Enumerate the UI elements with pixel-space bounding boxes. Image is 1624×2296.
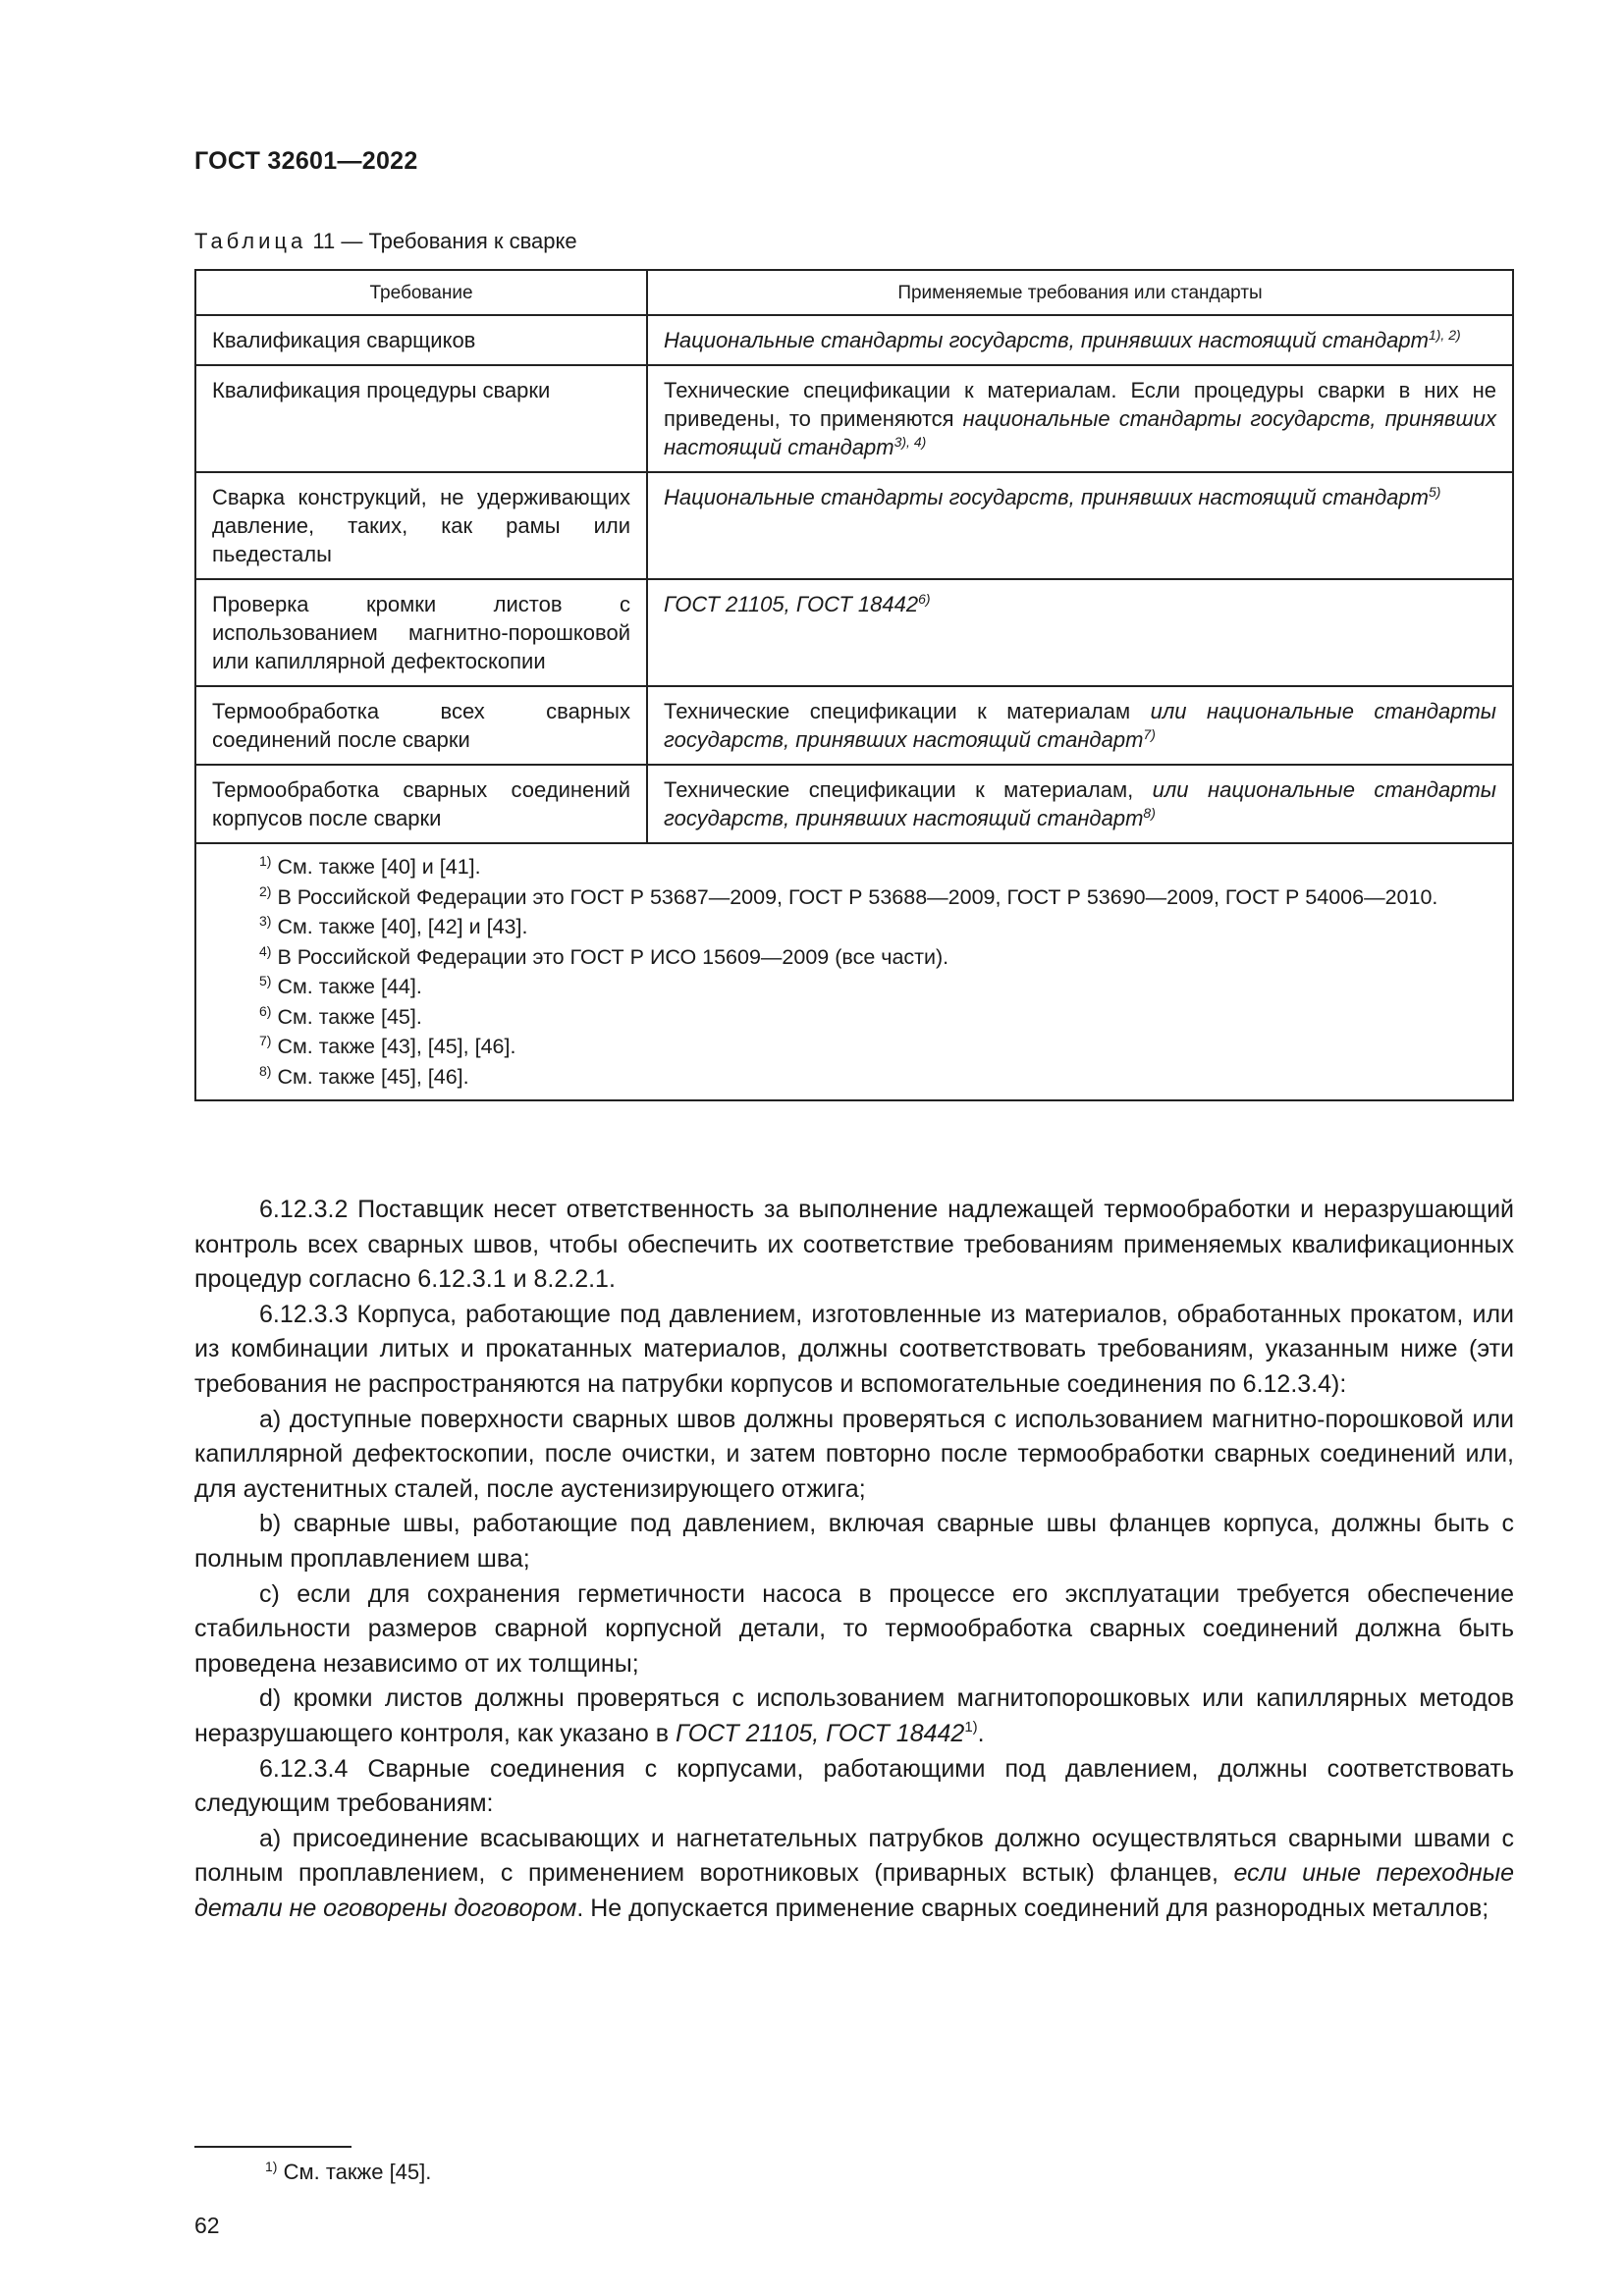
paragraph-text: d) кромки листов должны проверяться с использованием магнитопорошковых или капиллярных методов неразрушающего контроля, как указано в (194, 1684, 1514, 1747)
table-note (212, 882, 1494, 913)
document-code-header: ГОСТ 32601—2022 (194, 147, 418, 175)
table-row (195, 315, 1513, 365)
table-notes-cell (195, 843, 1513, 1100)
note-mark: 6) (259, 1002, 272, 1019)
table-note (212, 1032, 1494, 1062)
paragraph-text: a) присоединение всасывающих и нагнетательных патрубков должно осуществляться сварными швами с полным проплавлением, с применением воротниковых (приварных встык) фланцев, (194, 1824, 1514, 1888)
paragraph (194, 1682, 1514, 1751)
page-number: 62 (194, 2213, 220, 2238)
table-row (195, 765, 1513, 843)
footnote-text: См. также [45]. (283, 2160, 432, 2184)
note-text: См. также [44]. (277, 975, 422, 998)
note-text: См. также [40] и [41]. (277, 855, 481, 879)
standard-text: Технические спецификации к материалам. Если процедуры сварки в них не приведены, то применяются (664, 378, 1496, 431)
standard-italic-text: Национальные стандарты государств, принявших настоящий стандарт (664, 485, 1429, 509)
standard-text: Технические спецификации к материалам, (664, 777, 1153, 802)
standard-cell (647, 315, 1513, 365)
table-caption-title: 11 — Требования к сварке (312, 229, 577, 253)
footnote-divider (194, 2146, 352, 2148)
footnote-ref: 5) (1428, 484, 1441, 500)
footnote-mark: 1) (265, 2159, 278, 2174)
column-header-standards: Применяемые требования или стандарты (647, 270, 1513, 315)
standard-cell (647, 686, 1513, 765)
welding-requirements-table (194, 269, 1514, 1101)
note-text: См. также [40], [42] и [43]. (277, 915, 528, 938)
footnote-ref: 8) (1143, 805, 1156, 821)
paragraph (194, 1822, 1514, 1927)
body-text (194, 1193, 1514, 1926)
note-text: См. также [45]. (277, 1004, 422, 1029)
page-footnote (265, 2160, 431, 2185)
paragraph-italic-text: ГОСТ 21105, ГОСТ 18442 (675, 1719, 965, 1747)
footnote-ref: 3), 4) (893, 434, 927, 450)
note-text: В Российской Федерации это ГОСТ Р 53687—2009, ГОСТ Р 53688—2009, ГОСТ Р 53690—2009, ГОСТ Р 54006—2010. (277, 884, 1438, 909)
paragraph: b) сварные швы, работающие под давлением, включая сварные швы фланцев корпуса, должны быть с полным проплавлением шва; (194, 1510, 1514, 1573)
note-mark: 7) (259, 1033, 272, 1048)
note-text: В Российской Федерации это ГОСТ Р ИСО 15609—2009 (все части). (277, 944, 949, 969)
table-note (212, 1062, 1494, 1093)
note-mark: 4) (259, 942, 272, 959)
table-note (212, 1002, 1494, 1033)
requirement-cell: Квалификация процедуры сварки (195, 365, 647, 472)
standard-italic-text: или национальные стандарты государств, принявших настоящий стандарт (664, 699, 1496, 752)
column-header-requirement: Требование (195, 270, 647, 315)
standard-cell (647, 365, 1513, 472)
standard-cell (647, 472, 1513, 579)
paragraph: 6.12.3.3 Корпуса, работающие под давлением, изготовленные из материалов, обработанных прокатом, или из комбинации литых и прокатанных материалов, должны соответствовать требованиям, указанным ниже (эти требования не распространяются на патрубки корпусов и вспомогательные соединения по 6.12.3.4): (194, 1300, 1514, 1398)
table-note (212, 942, 1494, 973)
standard-italic-text: ГОСТ 21105, ГОСТ 18442 (664, 592, 919, 616)
requirement-cell: Термообработка всех сварных соединений после сварки (195, 686, 647, 765)
table-notes-row (195, 843, 1513, 1100)
footnote-ref: 1) (964, 1718, 978, 1735)
requirement-cell: Сварка конструкций, не удерживающих давление, таких, как рамы или пьедесталы (195, 472, 647, 579)
table-row (195, 472, 1513, 579)
standard-italic-text: национальные стандарты государств, принявших настоящий стандарт (664, 406, 1496, 459)
table-caption (194, 229, 577, 254)
standard-italic-text: или национальные стандарты государств, принявших настоящий стандарт (664, 777, 1496, 830)
table-row (195, 579, 1513, 686)
standard-cell (647, 579, 1513, 686)
requirement-cell: Квалификация сварщиков (195, 315, 647, 365)
table-caption-word: Таблица (194, 229, 307, 253)
paragraph-italic-text: если иные переходные детали не оговорены договором (194, 1859, 1514, 1922)
table-note (212, 912, 1494, 942)
standard-cell (647, 765, 1513, 843)
note-mark: 5) (259, 973, 272, 988)
paragraph: a) доступные поверхности сварных швов должны проверяться с использованием магнитно-порошковой или капиллярной дефектоскопии, после очистки, и затем повторно после термообработки сварных соединений или, для аустенитных сталей, после аустенизирующего отжига; (194, 1405, 1514, 1503)
paragraph-text-end: . (977, 1719, 985, 1747)
table-note (212, 972, 1494, 1002)
paragraph: 6.12.3.2 Поставщик несет ответственность за выполнение надлежащей термообработки и неразрушающий контроль всех сварных швов, чтобы обеспечить их соответствие требованиям применяемых квалификационных процедур согласно 6.12.3.1 и 8.2.2.1. (194, 1196, 1514, 1294)
paragraph: 6.12.3.4 Сварные соединения с корпусами, работающими под давлением, должны соответствовать следующим требованиям: (194, 1754, 1514, 1818)
table-row (195, 365, 1513, 472)
footnote-ref: 6) (918, 591, 931, 607)
requirement-cell: Проверка кромки листов с использованием магнитно-порошковой или капиллярной дефектоскопии (195, 579, 647, 686)
table-header-row (195, 270, 1513, 315)
table-row (195, 686, 1513, 765)
table-note (212, 852, 1494, 882)
standard-text: Технические спецификации к материалам (664, 699, 1151, 723)
note-mark: 1) (259, 853, 272, 869)
standard-italic-text: Национальные стандарты государств, принявших настоящий стандарт (664, 328, 1429, 352)
paragraph: c) если для сохранения герметичности насоса в процессе его эксплуатации требуется обеспечение стабильности размеров сварной корпусной детали, то термообработка сварных соединений должна быть проведена независимо от их толщины; (194, 1579, 1514, 1678)
paragraph-text-end: . Не допускается применение сварных соединений для разнородных металлов; (576, 1894, 1489, 1922)
note-mark: 8) (259, 1062, 272, 1079)
note-text: См. также [43], [45], [46]. (277, 1035, 516, 1058)
note-text: См. также [45], [46]. (277, 1064, 469, 1089)
note-mark: 3) (259, 913, 272, 929)
footnote-ref: 1), 2) (1428, 327, 1461, 343)
footnote-ref: 7) (1143, 726, 1156, 742)
requirement-cell: Термообработка сварных соединений корпусов после сварки (195, 765, 647, 843)
note-mark: 2) (259, 882, 272, 899)
